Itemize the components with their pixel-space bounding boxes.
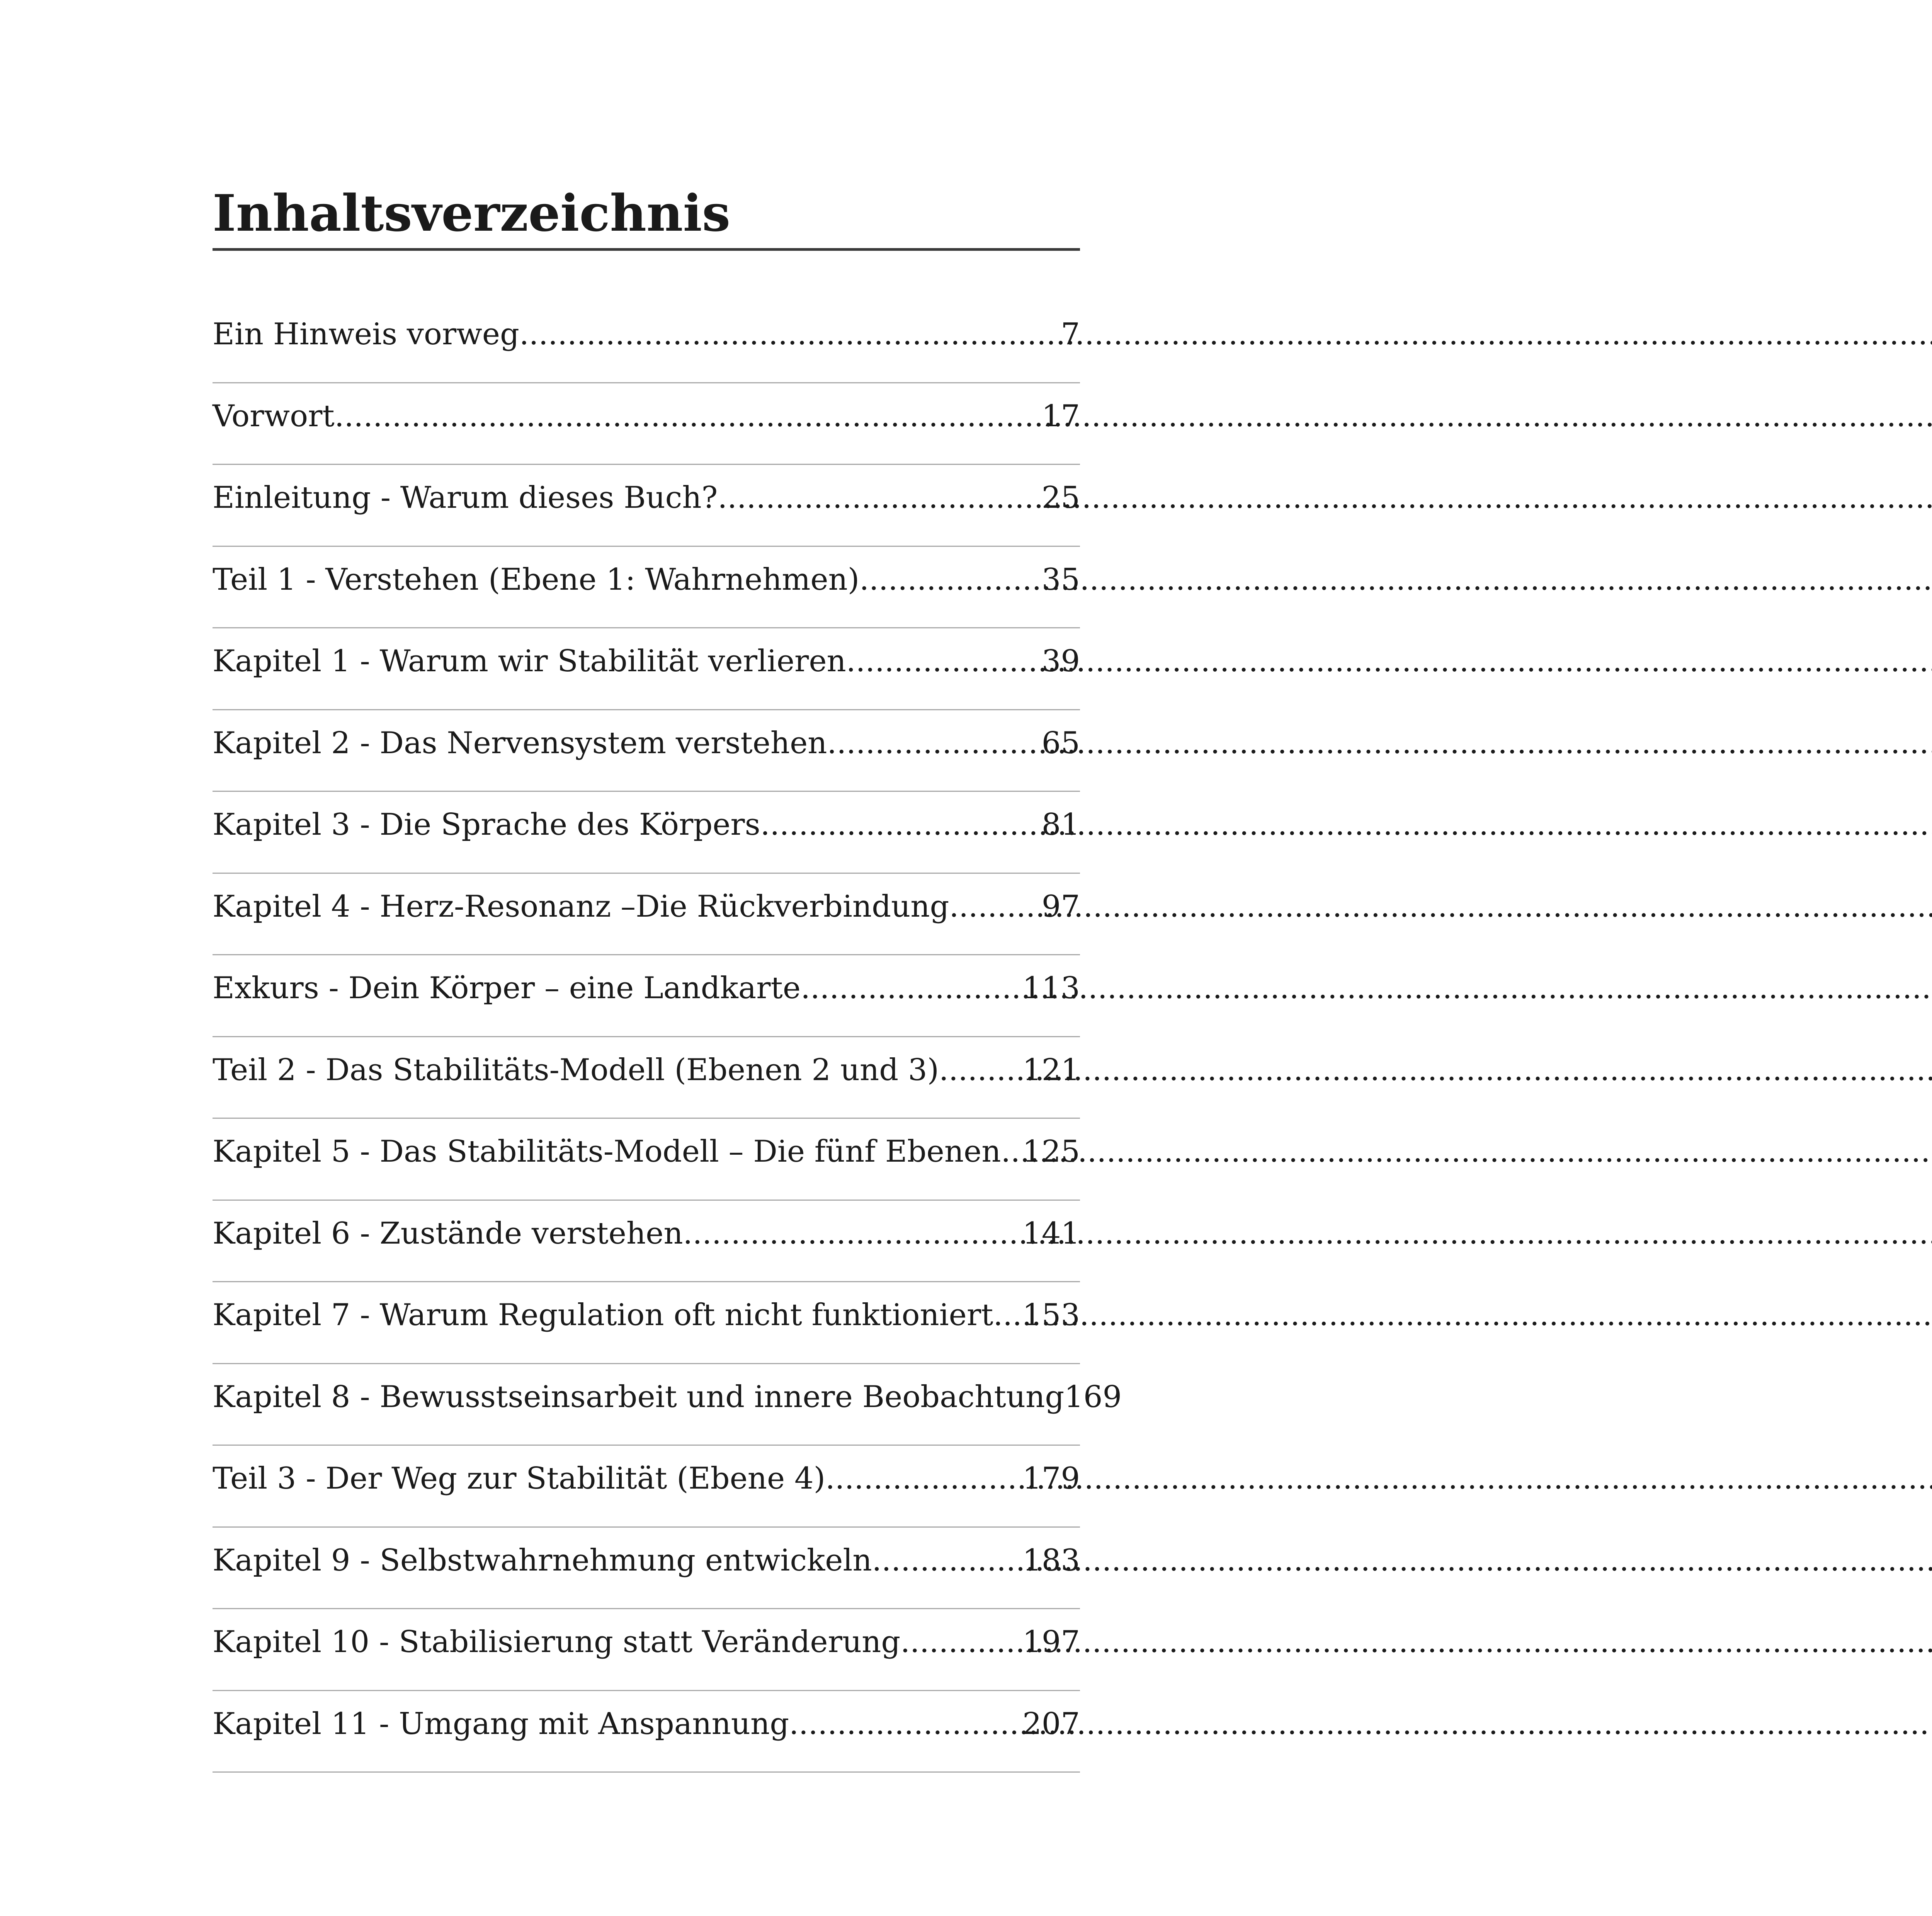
toc-entry	[213, 1364, 1122, 1446]
dot-leader	[801, 963, 1022, 1013]
toc-entry-page-number: 113	[1022, 971, 1080, 1006]
toc-entry-title: Einleitung - Warum dieses Buch?	[213, 480, 718, 515]
toc-entry-line	[213, 1535, 1080, 1586]
toc-entry-title: Kapitel 6 - Zustände verstehen	[213, 1216, 683, 1251]
toc-entry-page-number: 39	[1041, 644, 1080, 679]
toc-entry	[213, 465, 1080, 547]
toc-entry	[213, 383, 1080, 465]
toc-entry-title: Kapitel 5 - Das Stabilitäts-Modell – Die fünf Ebenen	[213, 1134, 1001, 1169]
toc-entry-page-number: 25	[1041, 480, 1080, 515]
toc-entry	[213, 1691, 1080, 1773]
toc-entry-page-number: 141	[1022, 1216, 1080, 1251]
dot-leader	[718, 473, 1041, 523]
toc-entry-page-number: 169	[1064, 1379, 1122, 1414]
toc-entry-page-number: 121	[1022, 1052, 1080, 1087]
toc-entry-page-number: 81	[1041, 807, 1080, 842]
toc-entry	[213, 1282, 1080, 1364]
toc-entry-line	[213, 1699, 1080, 1749]
toc-entry	[213, 1446, 1080, 1528]
toc-entry-line	[213, 1290, 1080, 1340]
toc-entry	[213, 1528, 1080, 1610]
toc-entry-title: Kapitel 10 - Stabilisierung statt Veränderung	[213, 1625, 901, 1659]
dot-leader	[825, 1453, 1022, 1504]
dot-leader	[993, 1290, 1022, 1340]
toc-entry-title: Vorwort	[213, 398, 335, 434]
toc-entry	[213, 955, 1080, 1037]
toc-entry-line	[213, 636, 1080, 686]
toc-entry-line	[213, 963, 1080, 1013]
toc-entry-line	[213, 1208, 1080, 1259]
toc-entry-line	[213, 1617, 1080, 1667]
toc-entry-line	[213, 555, 1080, 605]
dot-leader	[335, 391, 1042, 441]
dot-leader	[683, 1208, 1023, 1259]
dot-leader	[519, 309, 1061, 359]
toc-entry-title: Kapitel 3 - Die Sprache des Körpers	[213, 807, 760, 842]
dot-leader	[760, 800, 1042, 850]
toc-entry-title: Ein Hinweis vorweg	[213, 317, 519, 352]
toc-entry-line	[213, 800, 1080, 850]
toc-entry-title: Exkurs - Dein Körper – eine Landkarte	[213, 971, 801, 1006]
page-title: Inhaltsverzeichnis	[213, 184, 731, 243]
toc-entry	[213, 547, 1080, 629]
title-rule	[213, 248, 1080, 251]
toc-entry-title: Kapitel 8 - Bewusstseinsarbeit und innere Beobachtung	[213, 1379, 1065, 1414]
dot-leader	[872, 1535, 1022, 1586]
toc-entry	[213, 301, 1080, 383]
toc-entry	[213, 710, 1080, 792]
toc-entry-title: Kapitel 11 - Umgang mit Anspannung	[213, 1706, 789, 1741]
dot-leader	[939, 1045, 1022, 1095]
toc-entry	[213, 792, 1080, 874]
toc-entry-page-number: 7	[1061, 317, 1080, 352]
toc-entry-line	[213, 391, 1080, 441]
dot-leader	[789, 1699, 1022, 1749]
toc-entry-page-number: 197	[1022, 1625, 1080, 1659]
toc-entry	[213, 1037, 1080, 1119]
toc-entry-page-number: 125	[1022, 1134, 1080, 1169]
toc-entry-line	[213, 309, 1080, 359]
toc-entry	[213, 1609, 1080, 1691]
toc-entry-page-number: 97	[1041, 889, 1080, 924]
table-of-contents	[213, 301, 1122, 1773]
toc-entry-line	[213, 473, 1080, 523]
book-page	[213, 0, 1122, 1916]
toc-entry	[213, 628, 1080, 710]
toc-entry-page-number: 65	[1041, 725, 1080, 761]
dot-leader	[859, 555, 1042, 605]
dot-leader	[827, 718, 1042, 768]
toc-entry-line	[213, 1372, 1122, 1422]
toc-entry-line	[213, 1126, 1080, 1177]
toc-entry	[213, 874, 1080, 956]
toc-entry-page-number: 35	[1041, 562, 1080, 597]
toc-entry-page-number: 17	[1041, 398, 1080, 434]
toc-entry-page-number: 207	[1022, 1706, 1080, 1741]
toc-entry-page-number: 183	[1022, 1543, 1080, 1578]
toc-entry-title: Teil 1 - Verstehen (Ebene 1: Wahrnehmen)	[213, 562, 860, 597]
dot-leader	[949, 881, 1041, 932]
toc-entry-page-number: 179	[1022, 1461, 1080, 1496]
toc-entry-title: Teil 2 - Das Stabilitäts-Modell (Ebenen 2 und 3)	[213, 1052, 939, 1087]
dot-leader	[1001, 1126, 1022, 1177]
toc-entry-title: Kapitel 2 - Das Nervensystem verstehen	[213, 725, 827, 761]
toc-entry-title: Teil 3 - Der Weg zur Stabilität (Ebene 4)	[213, 1461, 826, 1496]
toc-entry-title: Kapitel 4 - Herz-Resonanz –Die Rückverbindung	[213, 889, 949, 924]
toc-entry-title: Kapitel 7 - Warum Regulation oft nicht funktioniert	[213, 1298, 993, 1332]
toc-entry-page-number: 153	[1022, 1298, 1080, 1332]
toc-entry-title: Kapitel 1 - Warum wir Stabilität verlieren	[213, 644, 846, 679]
toc-entry-line	[213, 1045, 1080, 1095]
toc-entry-title: Kapitel 9 - Selbstwahrnehmung entwickeln	[213, 1543, 872, 1578]
toc-entry-line	[213, 718, 1080, 768]
toc-entry-line	[213, 881, 1080, 932]
toc-entry	[213, 1119, 1080, 1201]
toc-entry	[213, 1201, 1080, 1283]
dot-leader	[900, 1617, 1022, 1667]
toc-entry-line	[213, 1453, 1080, 1504]
dot-leader	[846, 636, 1042, 686]
